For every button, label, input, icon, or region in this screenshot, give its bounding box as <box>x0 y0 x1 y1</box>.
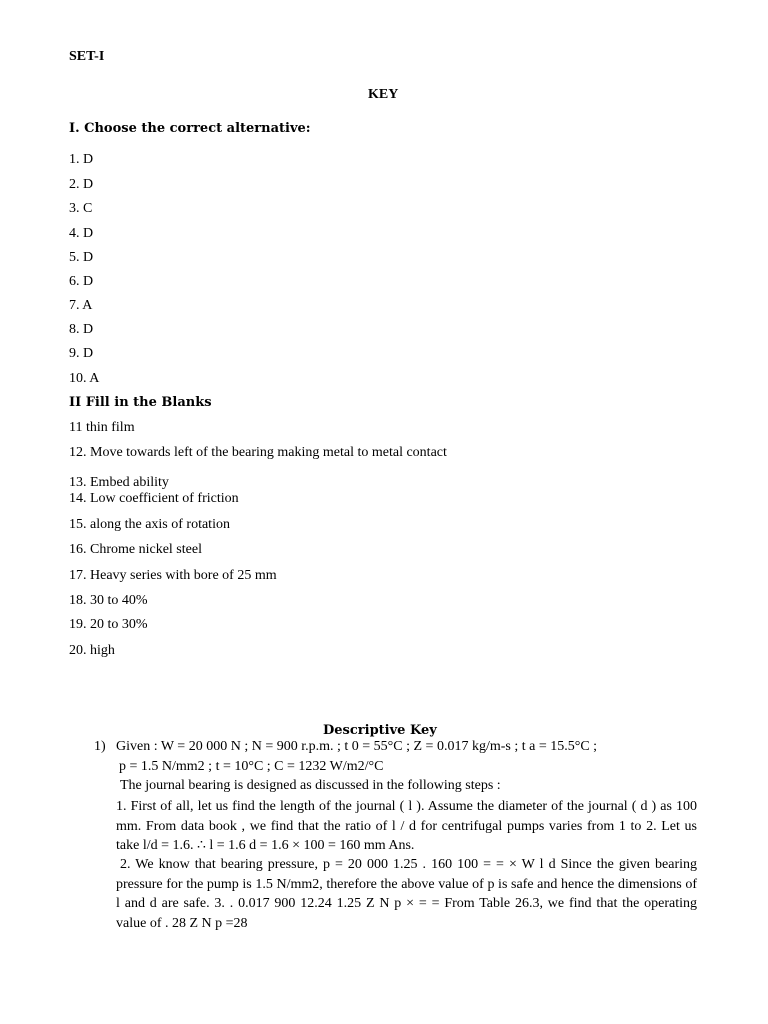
list-item: 12. Move towards left of the bearing making metal to metal contact <box>69 445 447 460</box>
key-title: KEY <box>368 87 399 102</box>
list-item: 5. D <box>69 250 94 265</box>
step-2-paragraph: 2. We know that bearing pressure, p = 20 000 1.25 . 160 100 = = × W l d Since the given bearing pressure for the pump is 1.5 N/mm2, therefore the above value of p is safe and hence the dimensions of l and d are safe. 3. . 0.017 900 12.24 1.25 Z N p × = = From Table 26.3, we find that the operating value of . 28 Z N p =28 <box>116 857 697 931</box>
list-item: 8. D <box>69 322 94 337</box>
list-item: 10. A <box>69 371 100 386</box>
item-number: 1) <box>94 739 106 754</box>
given-line-2: p = 1.5 N/mm2 ; t = 10°C ; C = 1232 W/m2/°C <box>119 759 384 774</box>
list-item: 9. D <box>69 346 94 361</box>
section2-heading: II Fill in the Blanks <box>69 395 212 410</box>
list-item: 16. Chrome nickel steel <box>69 542 202 557</box>
set-label: SET-I <box>69 49 105 64</box>
list-item: 20. high <box>69 643 115 658</box>
list-item: 2. D <box>69 177 94 192</box>
list-item: 7. A <box>69 298 93 313</box>
step-1-paragraph: 1. First of all, let us find the length of the journal ( l ). Assume the diameter of the journal ( d ) as 100 mm. From data book , we find that the ratio of l / d for centrifugal pumps varies from 1 to 2. Let us take l/d = 1.6. ∴ l = 1.6 d = 1.6 × 100 = 160 mm Ans. <box>116 799 697 853</box>
list-item: 1. D <box>69 152 94 167</box>
list-item: 19. 20 to 30% <box>69 617 148 632</box>
section1-heading: I. Choose the correct alternative: <box>69 121 311 136</box>
list-item: 6. D <box>69 274 94 289</box>
list-item: 3. C <box>69 201 93 216</box>
list-item: 13. Embed ability <box>69 475 169 490</box>
list-item: 17. Heavy series with bore of 25 mm <box>69 568 277 583</box>
list-item: 18. 30 to 40% <box>69 593 148 608</box>
list-item: 15. along the axis of rotation <box>69 517 230 532</box>
intro-line: The journal bearing is designed as discussed in the following steps : <box>120 778 501 793</box>
descriptive-heading: Descriptive Key <box>323 723 437 738</box>
list-item: 14. Low coefficient of friction <box>69 491 239 506</box>
given-line-1: Given : W = 20 000 N ; N = 900 r.p.m. ; t 0 = 55°C ; Z = 0.017 kg/m-s ; t a = 15.5°C ; <box>116 739 598 754</box>
list-item: 4. D <box>69 226 94 241</box>
list-item: 11 thin film <box>69 420 135 435</box>
